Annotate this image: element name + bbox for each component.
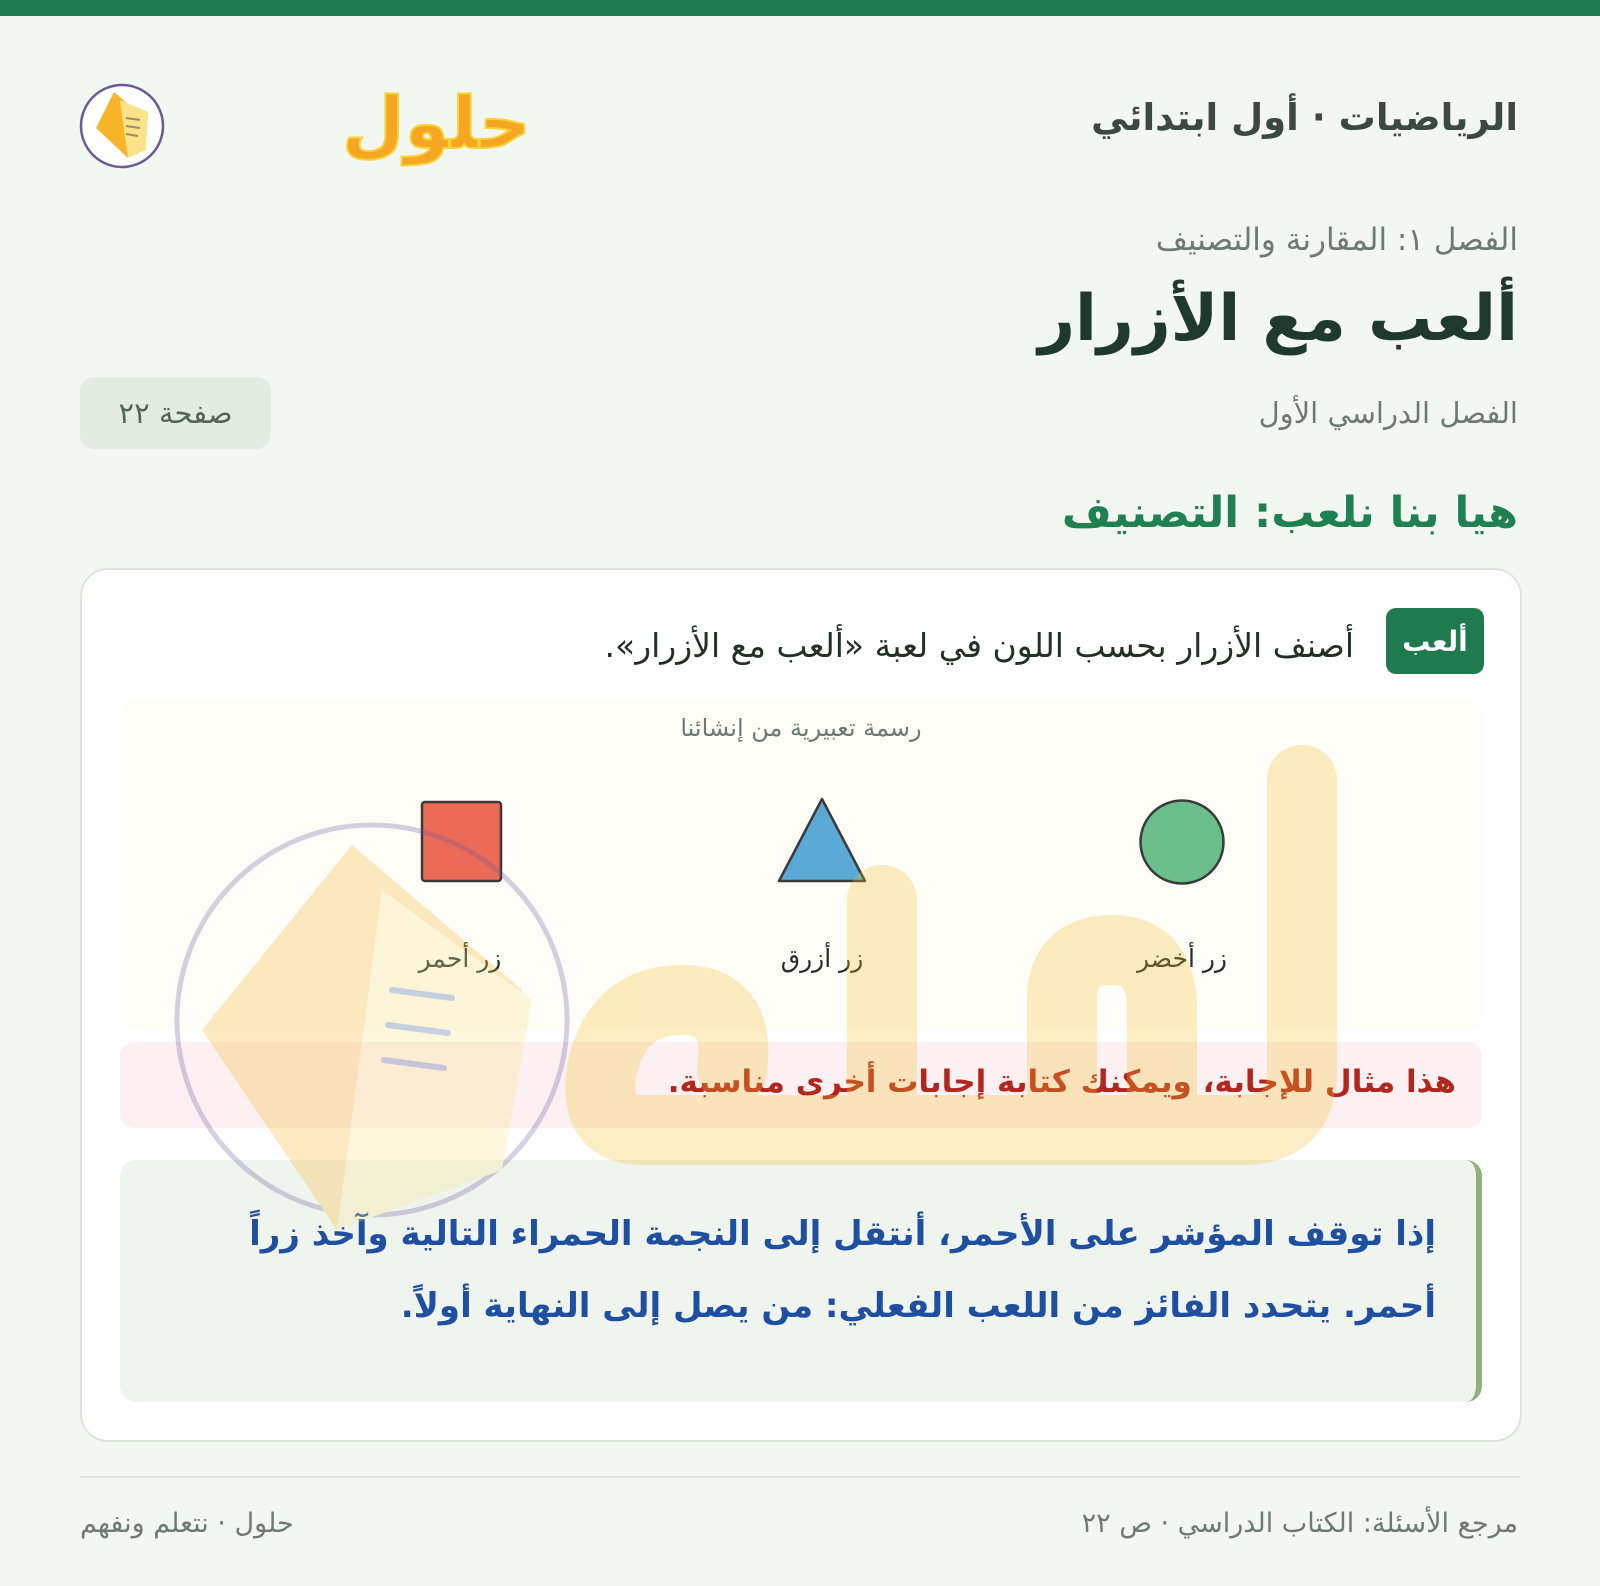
term-label: الفصل الدراسي الأول [1258,396,1518,430]
sample-answer-note [120,1042,1482,1128]
footer-reference: مرجع الأسئلة: الكتاب الدراسي · ص ٢٢ [1081,1508,1518,1539]
red-button-icon [420,800,504,884]
illustration-panel [120,700,1482,1030]
note-text: هذا مثال للإجابة، ويمكنك كتابة إجابات أخرى مناسبة. [667,1064,1456,1100]
site-logo[interactable] [80,66,531,178]
exercise-card [80,568,1522,1442]
footer-brand[interactable]: حلول · نتعلم ونفهم [80,1508,294,1539]
footer-divider [80,1476,1520,1478]
blue-button-label: زر أزرق [780,944,864,973]
subject-grade-title: الرياضيات · أول ابتدائي [1091,96,1518,139]
lesson-title: ألعب مع الأزرار [1038,282,1518,356]
green-button-label: زر أخضر [1137,944,1227,973]
illustration-caption: رسمة تعبيرية من إنشائنا [680,714,922,742]
play-badge: ألعب [1386,608,1484,674]
blue-button-icon [776,796,868,884]
logo-wordmark: حلول [342,81,531,165]
logo-graphic [80,66,531,178]
green-button-icon [1138,798,1226,886]
page-number-badge: صفحة ٢٢ [80,377,271,449]
top-accent-bar [0,0,1600,16]
section-heading: هيا بنا نلعب: التصنيف [1061,488,1518,538]
answer-text: إذا توقف المؤشر على الأحمر، أنتقل إلى النجمة الحمراء التالية وآخذ زراً أحمر. يتحدد الفائز من اللعب الفعلي: من يصل إلى النهاية أولاً. [249,1214,1436,1326]
question-text: أصنف الأزرار بحسب اللون في لعبة «ألعب مع الأزرار». [604,626,1354,665]
red-button-label: زر أحمر [418,944,502,973]
chapter-label: الفصل ١: المقارنة والتصنيف [1155,222,1518,258]
answer-box [120,1160,1482,1402]
